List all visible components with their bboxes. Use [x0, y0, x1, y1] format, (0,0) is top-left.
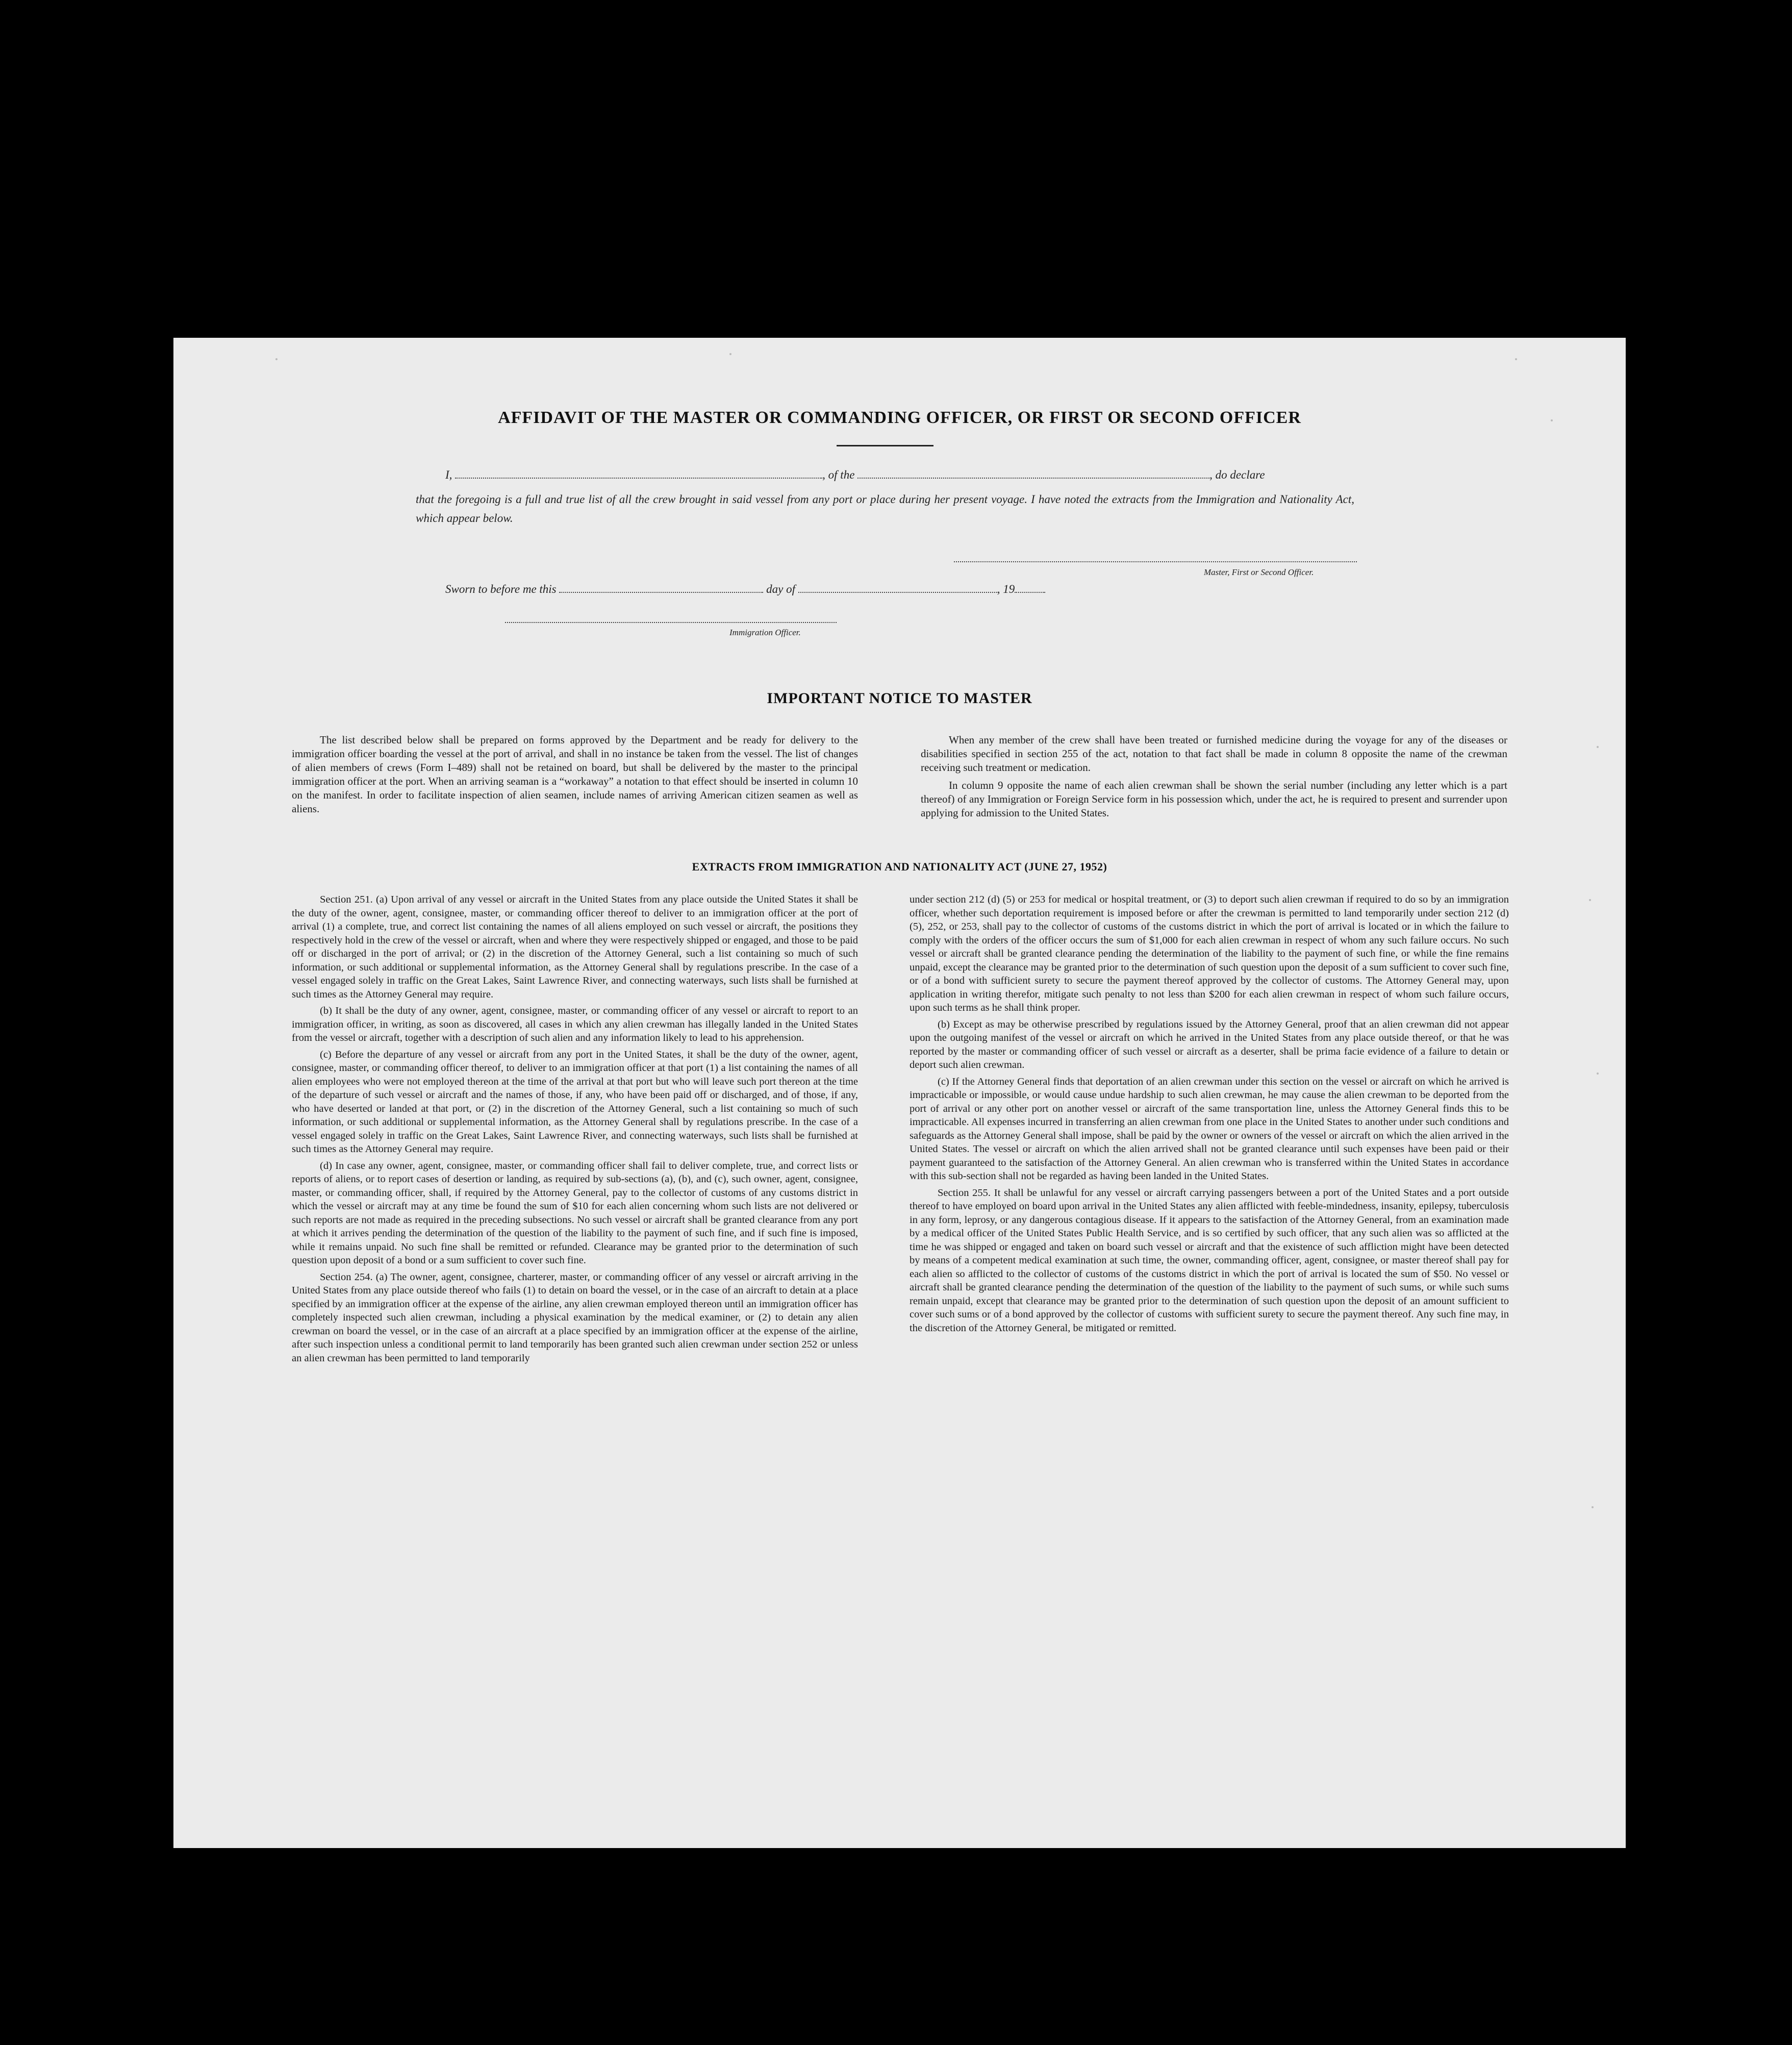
extracts-title: EXTRACTS FROM IMMIGRATION AND NATIONALITY ACT (JUNE 27, 1952)	[692, 860, 1107, 873]
scan-speck	[729, 353, 731, 355]
scan-speck	[1597, 746, 1599, 748]
notice-paragraph: In column 9 opposite the name of each alien crewman shall be shown the serial number (including any letter which is a part thereof) of any Immigration or Foreign Service form in his possession which, under the act, he is required to present and surrender upon applying for admission to the United States.	[921, 779, 1507, 819]
sworn-month-blank[interactable]	[798, 592, 997, 593]
sworn-lead: Sworn to before me this	[445, 583, 557, 595]
extract-paragraph: (d) In case any owner, agent, consignee, master, or commanding officer shall fail to deliver complete, true, and correct lists or reports of aliens, or to report cases of desertion or landing, as required by sub-sections (a), (b), and (c), such owner, agent, consignee, master, or commanding officer, shall, if required by the Attorney General, pay to the collector of customs of any customs district in which the vessel or aircraft may at any time be found the sum of $10 for each alien concerning whom such lists are not delivered or such reports are not made as required in the preceding subsections. No such vessel or aircraft shall be granted clearance from any port at which it arrives pending the determination of the question of the liability to the payment of such fine, and if such fine is imposed, while it remains unpaid. No such fine shall be remitted or refunded. Clearance may be granted prior to the determination of such question upon deposit of a bond or a sum sufficient to cover such fine.	[292, 1160, 858, 1266]
extract-paragraph: Section 254. (a) The owner, agent, consignee, charterer, master, or commanding officer of any vessel or aircraft arriving in the United States from any place outside thereof who fails (1) to detain on board the vessel, or in the case of an aircraft to detain at a place specified by an immigration officer at the expense of the airline, any alien crewman employed thereon until an immigration officer has completely inspected such alien crewman, including a physical examination by the medical examiner, or (2) to detain any alien crewman on board the vessel, or in the case of an aircraft at a place specified by an immigration officer at the expense of the airline, after such inspection unless a conditional permit to land temporarily has been granted such alien crewman under section 252 or unless an alien crewman has been permitted to land temporarily	[292, 1271, 858, 1364]
notice-left-column	[292, 733, 858, 820]
title-divider	[837, 445, 933, 446]
sworn-day: day of	[766, 583, 795, 595]
declare-of: , of the	[822, 468, 855, 481]
extract-paragraph: under section 212 (d) (5) or 253 for medical or hospital treatment, or (3) to deport such alien crewman if required to do so by an immigration officer, whether such deportation requirement is imposed before or after the crewman is permitted to land temporarily under section 212 (d) (5), 252, or 253, shall pay to the collector of customs of the customs district in which the port of arrival is located or in which the failure to comply with the orders of the officer occurs the sum of $1,000 for each alien crewman in respect of whom any such failure occurs. No such vessel or aircraft shall be granted clearance pending the determination of the liability to the payment of such fine, or while the fine remains unpaid, except the clearance may be granted prior to the determination of such question upon the deposit of a sum sufficient to cover such fine, or of a bond with sufficient surety to secure the payment thereof approved by the collector of customs. The Attorney General may, upon application in writing therefor, mitigate such penalty to not less than $200 for each alien crewman in respect of whom such failure occurs, upon such terms as he shall think proper.	[910, 894, 1509, 1013]
master-caption: Master, First or Second Officer.	[1204, 567, 1314, 577]
extracts-left-column	[292, 893, 858, 1368]
scan-speck	[1551, 419, 1553, 421]
extract-paragraph: (c) Before the departure of any vessel or aircraft from any port in the United States, it shall be the duty of the owner, agent, consignee, master, or commanding officer thereof, to deliver to an immigration officer at that port (1) a list containing the names of all alien employees who were not employed thereon at the time of the arrival at that port but who will leave such port thereon at the time of the departure of such vessel or aircraft and the names of those, if any, who have been paid off or discharged, and of those, if any, who have deserted or landed at that port, or (2) in the discretion of the Attorney General, such a list containing so much of such information, or such additional or supplemental information, as the Attorney General shall by regulations prescribe. In the case of a vessel engaged solely in traffic on the Great Lakes, Saint Lawrence River, and connecting waterways, such lists shall be furnished at such times as the Attorney General may require.	[292, 1049, 858, 1155]
scan-speck	[1597, 1073, 1599, 1075]
notice-paragraph: When any member of the crew shall have been treated or furnished medicine during the voyage for any of the diseases or disabilities specified in section 255 of the act, notation to that fact shall be made in column 8 opposite the name of the crewman receiving such treatment or medication.	[921, 734, 1507, 774]
notice-paragraph: The list described below shall be prepared on forms approved by the Department and be ready for delivery to the immigration officer boarding the vessel at the port of arrival, and shall in no instance be taken from the vessel. The list of changes of alien members of crews (Form I–489) shall not be retained on board, but shall be delivered by the master to the principal immigration officer at the port. When an arriving seaman is a “workaway” a notation to that effect should be inserted in column 10 on the manifest. In order to facilitate inspection of alien seamen, include names of arriving American citizen seamen as well as aliens.	[292, 734, 858, 815]
extract-paragraph: (b) It shall be the duty of any owner, agent, consignee, master, or commanding officer of any vessel or aircraft to report to an immigration officer, in writing, as soon as discovered, all cases in which any alien crewman has illegally landed in the United States from the vessel or aircraft, together with a description of such alien and any information likely to lead to his apprehension.	[292, 1005, 858, 1043]
document-page	[173, 338, 1626, 1848]
scan-speck	[1589, 899, 1591, 901]
declare-end: , do declare	[1209, 468, 1265, 481]
affidavit-title: AFFIDAVIT OF THE MASTER OR COMMANDING OFFICER, OR FIRST OR SECOND OFFICER	[498, 408, 1301, 427]
scan-speck	[1592, 1506, 1594, 1508]
declare-lead: I,	[445, 468, 452, 481]
notice-title: IMPORTANT NOTICE TO MASTER	[767, 690, 1032, 707]
sworn-year-blank[interactable]	[1015, 592, 1045, 593]
officer-signature-line[interactable]	[505, 622, 837, 623]
extracts-right-column	[910, 893, 1509, 1338]
sworn-line	[445, 583, 1045, 596]
notice-right-column	[921, 733, 1507, 824]
master-signature-line[interactable]	[954, 561, 1357, 562]
name-blank[interactable]	[455, 478, 822, 479]
officer-caption: Immigration Officer.	[729, 628, 801, 637]
scan-speck	[1515, 358, 1517, 360]
sworn-date-blank[interactable]	[559, 592, 763, 593]
extract-paragraph: Section 251. (a) Upon arrival of any vessel or aircraft in the United States from any place outside the United States it shall be the duty of the owner, agent, consignee, master, or commanding officer thereof to deliver to an immigration officer at the port of arrival (1) a complete, true, and correct list containing the names of all aliens employed on such vessel or aircraft, the positions they respectively hold in the crew of the vessel or aircraft, when and where they were respectively shipped or engaged, and those to be paid off or discharged in the port of arrival; or (2) in the discretion of the Attorney General, such a list containing so much of such information, or such additional or supplemental information, as the Attorney General shall by regulations prescribe. In the case of a vessel engaged solely in traffic on the Great Lakes, Saint Lawrence River, and connecting waterways, such lists shall be furnished at such times as the Attorney General may require.	[292, 894, 858, 1000]
scan-speck	[275, 358, 277, 360]
sworn-year: , 19	[997, 583, 1015, 595]
affidavit-statement: that the foregoing is a full and true list of all the crew brought in said vessel from any port or place during her present voyage. I have noted the extracts from the Immigration and Nationality Act, which appear below.	[416, 493, 1354, 525]
vessel-blank[interactable]	[857, 478, 1209, 479]
extract-paragraph: (c) If the Attorney General finds that deportation of an alien crewman under this section on the vessel or aircraft on which he arrived is impracticable or impossible, or would cause undue hardship to such alien crewman, he may cause the alien crewman to be deported from the port of arrival or any other port on another vessel or aircraft of the same transportation line, unless the Attorney General finds this to be impracticable. All expenses incurred in transferring an alien crewman from one place in the United States to another under such conditions and safeguards as the Attorney General shall impose, shall be paid by the owner or owners of the vessel or aircraft on which the alien arrived in the United States. The vessel or aircraft on which the alien arrived shall not be granted clearance until such expenses have been paid or their payment guaranteed to the satisfaction of the Attorney General. An alien crewman who is transferred within the United States in accordance with this sub-section shall not be regarded as having been landed in the United States.	[910, 1076, 1509, 1182]
extract-paragraph: (b) Except as may be otherwise prescribed by regulations issued by the Attorney General, proof that an alien crewman did not appear upon the outgoing manifest of the vessel or aircraft on which he arrived in the United States from any place outside thereof, or that he was reported by the master or commanding officer of such vessel or aircraft as a deserter, shall be prima facie evidence of a failure to detain or deport such alien crewman.	[910, 1018, 1509, 1070]
extract-paragraph: Section 255. It shall be unlawful for any vessel or aircraft carrying passengers between a port of the United States and a port outside thereof to have employed on board upon arrival in the United States any alien afflicted with feeble-mindedness, insanity, epilepsy, tuberculosis in any form, leprosy, or any dangerous contagious disease. If it appears to the satisfaction of the Attorney General, from an examination made by a medical officer of the United States Public Health Service, and is so certified by such officer, that any such alien was so afflicted at the time he was shipped or engaged and taken on board such vessel or aircraft and that the existence of such affliction might have been detected by means of a competent medical examination at such time, the owner, commanding officer, agent, consignee, or master thereof shall pay for each alien so afflicted to the collector of customs of the customs district in which the port of arrival is located the sum of $50. No vessel or aircraft shall be granted clearance pending the determination of the question of the liability to the payment of such sums, or while such sums remain unpaid, except that clearance may be granted prior to the determination of such question upon the deposit of an amount sufficient to cover such sums or of a bond approved by the collector of customs with sufficient surety to secure the payment thereof. Any such fine may, in the discretion of the Attorney General, be mitigated or remitted.	[910, 1187, 1509, 1334]
declaration-line	[445, 468, 1265, 482]
